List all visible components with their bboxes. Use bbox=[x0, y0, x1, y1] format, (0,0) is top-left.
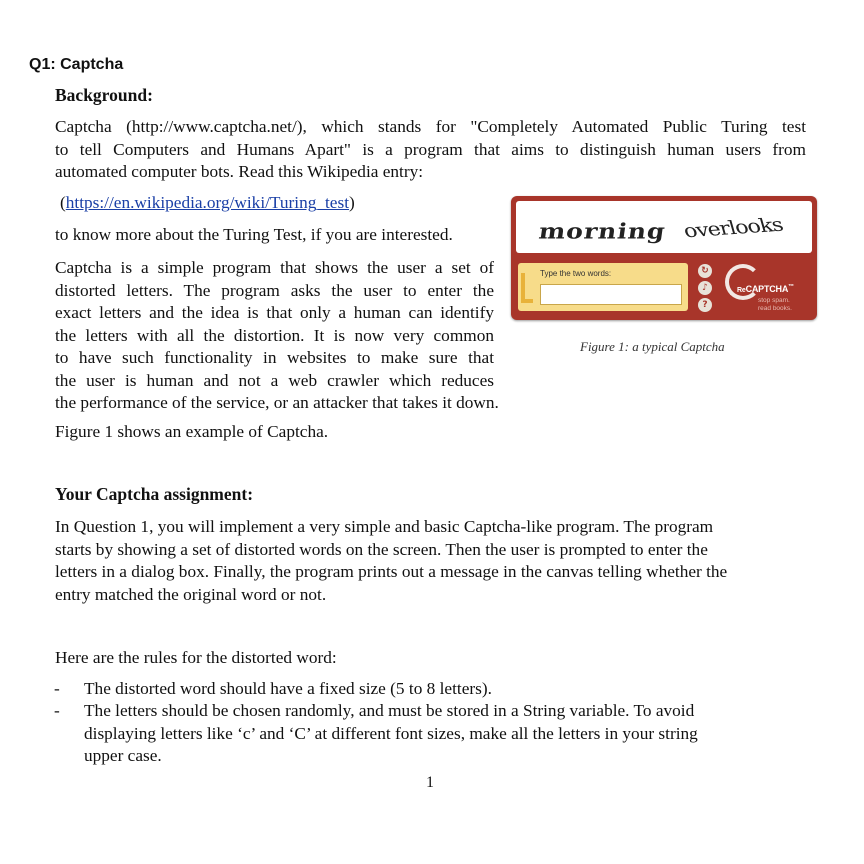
paragraph-assignment bbox=[55, 516, 727, 606]
wiki-link-line bbox=[60, 192, 355, 215]
captcha-word-1: morning bbox=[537, 219, 668, 244]
recaptcha-tagline-1: stop spam. bbox=[758, 297, 790, 304]
captcha-input[interactable] bbox=[540, 284, 682, 305]
text-line: Captcha is a simple program that shows the user a set of bbox=[55, 258, 494, 277]
rule-text: displaying letters like ‘c’ and ‘C’ at different font sizes, make all the letters in your string bbox=[84, 723, 698, 743]
rule-item bbox=[54, 678, 492, 701]
bullet: - bbox=[54, 701, 60, 720]
rule-text: upper case. bbox=[84, 746, 162, 765]
paragraph-intro bbox=[55, 116, 806, 161]
help-icon[interactable]: ? bbox=[698, 298, 712, 312]
text-line: Captcha (http://www.captcha.net/), which stands for "Completely Automated Public Turing test bbox=[55, 117, 806, 136]
rule-text: The distorted word should have a fixed size (5 to 8 letters). bbox=[84, 679, 492, 698]
text-line: to have such functionality in websites to make sure that bbox=[55, 348, 494, 367]
text-line: automated computer bots. Read this Wikipedia entry: bbox=[55, 162, 424, 181]
text-line: exact letters and the idea is that only a human can identify bbox=[55, 303, 494, 322]
background-heading: Background: bbox=[55, 85, 153, 105]
text-line: starts by showing a set of distorted words on the screen. Then the user is prompted to enter the bbox=[55, 539, 708, 559]
arrow-icon bbox=[521, 273, 533, 303]
text-line: to tell Computers and Humans Apart" is a program that aims to distinguish human users from bbox=[55, 139, 806, 159]
text-line: entry matched the original word or not. bbox=[55, 584, 327, 604]
recaptcha-logo-icon bbox=[725, 264, 761, 300]
link-paren-open: ( bbox=[60, 193, 66, 212]
text-line: letters in a dialog box. Finally, the program prints out a message in the canvas telling whether the bbox=[55, 562, 728, 581]
link-paren-close: ) bbox=[349, 193, 355, 212]
captcha-input-label: Type the two words: bbox=[540, 269, 612, 278]
wikipedia-link[interactable]: https://en.wikipedia.org/wiki/Turing_test bbox=[65, 193, 349, 212]
text-line: to know more about the Turing Test, if you are interested. bbox=[55, 225, 453, 244]
text-line: distorted letters. The program asks the user to enter the bbox=[55, 280, 494, 300]
figure-reference: Figure 1 shows an example of Captcha. bbox=[55, 422, 329, 441]
captcha-word-2: overlooks bbox=[681, 214, 786, 243]
audio-icon[interactable]: ♪ bbox=[698, 281, 712, 295]
bullet: - bbox=[54, 679, 60, 698]
question-title: Q1: Captcha bbox=[29, 56, 124, 73]
recaptcha-brand: ReCAPTCHA™ bbox=[737, 284, 794, 294]
captcha-distorted-words bbox=[516, 201, 812, 253]
captcha-input-panel bbox=[518, 263, 688, 311]
rules-intro: Here are the rules for the distorted word: bbox=[55, 648, 337, 667]
text-line: the letters with all the distortion. It is now very common bbox=[55, 325, 494, 345]
assignment-heading: Your Captcha assignment: bbox=[55, 484, 254, 504]
rule-text: The letters should be chosen randomly, and must be stored in a String variable. To avoid bbox=[84, 701, 695, 720]
recaptcha-tagline-2: read books. bbox=[758, 305, 792, 312]
captcha-figure bbox=[511, 196, 817, 320]
rule-item bbox=[54, 700, 698, 768]
paragraph-captcha-description bbox=[55, 257, 499, 415]
page-number: 1 bbox=[426, 774, 434, 791]
captcha-controls bbox=[698, 264, 716, 312]
text-line: In Question 1, you will implement a very simple and basic Captcha-like program. The program bbox=[55, 517, 714, 536]
text-line: the user is human and not a web crawler which reduces bbox=[55, 370, 494, 390]
figure-caption: Figure 1: a typical Captcha bbox=[580, 339, 725, 354]
text-line: the performance of the service, or an attacker that takes it down. bbox=[55, 393, 499, 412]
refresh-icon[interactable]: ↻ bbox=[698, 264, 712, 278]
